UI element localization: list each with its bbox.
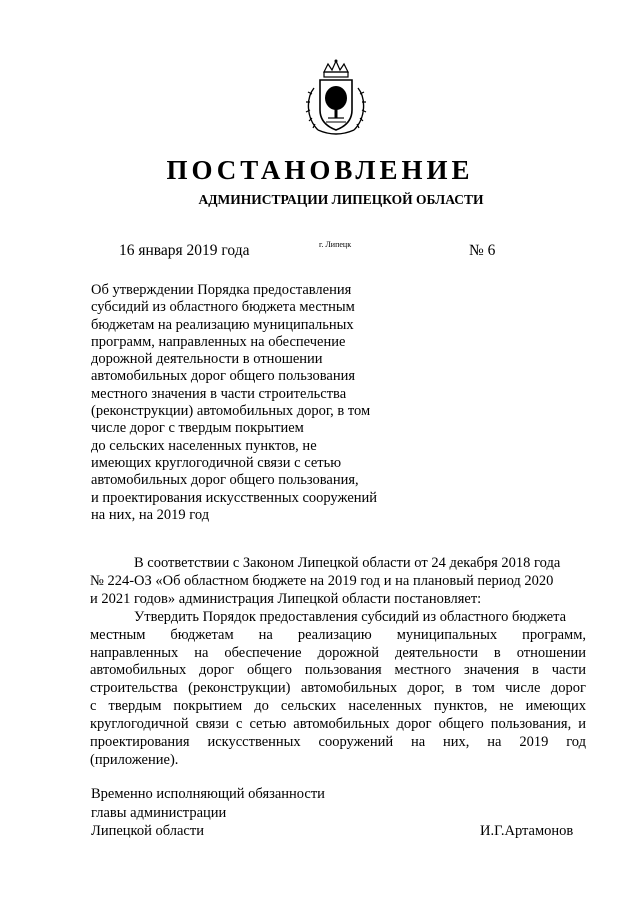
document-city: г. Липецк <box>319 240 352 249</box>
coat-of-arms-icon <box>298 58 374 142</box>
subject-line: числе дорог с твердым покрытием <box>91 420 304 437</box>
subject-line: (реконструкции) автомобильных дорог, в том <box>91 403 371 420</box>
subject-line: на них, на 2019 год <box>91 506 210 523</box>
body-line: с твердым покрытием до сельских населенных пунктов, не имеющих <box>90 698 586 715</box>
signature-position-line: Липецкой области <box>91 823 204 839</box>
body-line: проектирования искусственных сооружений на них, на 2019 год <box>90 734 586 751</box>
body-line: В соответствии с Законом Липецкой области от 24 декабря 2018 года <box>134 555 561 571</box>
body-line: (приложение). <box>90 751 179 768</box>
subject-line: до сельских населенных пунктов, не <box>91 437 317 454</box>
subject-line: дорожной деятельности в отношении <box>91 351 323 368</box>
document-subtitle: АДМИНИСТРАЦИИ ЛИПЕЦКОЙ ОБЛАСТИ <box>198 192 484 207</box>
body-line: и 2021 годов» администрация Липецкой области постановляет: <box>90 590 482 607</box>
subject-line: Об утверждении Порядка предоставления <box>91 282 352 298</box>
subject-line: автомобильных дорог общего пользования <box>91 368 356 385</box>
body-line: Утвердить Порядок предоставления субсидий из областного бюджета <box>134 608 567 625</box>
document-date: 16 января 2019 года <box>119 242 250 259</box>
subject-line: и проектирования искусственных сооружений <box>91 489 378 506</box>
document-number: № 6 <box>469 242 496 259</box>
body-line: автомобильных дорог общего пользования местного значения в части <box>90 662 586 679</box>
document-title: ПОСТАНОВЛЕНИЕ <box>166 155 474 185</box>
subject-line: автомобильных дорог общего пользования, <box>91 472 359 489</box>
signature-position-line: Временно исполняющий обязанности <box>91 786 325 802</box>
subject-line: имеющих круглогодичной связи с сетью <box>91 454 342 471</box>
body-line: № 224-ОЗ «Об областном бюджете на 2019 год и на плановый период 2020 <box>90 572 554 589</box>
subject-line: бюджетам на реализацию муниципальных <box>91 316 354 333</box>
body-line: круглогодичной связи с сетью автомобильных дорог общего пользования, и <box>90 716 586 733</box>
body-line: местным бюджетам на реализацию муниципальных программ, <box>90 626 586 643</box>
body-line: строительства (реконструкции) автомобильных дорог, в том числе дорог <box>90 680 586 697</box>
signature-position-line: главы администрации <box>91 804 227 821</box>
subject-line: программ, направленных на обеспечение <box>91 333 346 350</box>
subject-line: субсидий из областного бюджета местным <box>91 299 355 316</box>
document-subject <box>91 282 411 524</box>
body-line: направленных на обеспечение дорожной деятельности в отношении <box>90 644 586 661</box>
subject-line: местного значения в части строительства <box>91 385 347 402</box>
signer-name: И.Г.Артамонов <box>480 823 574 839</box>
document-body <box>90 555 586 770</box>
